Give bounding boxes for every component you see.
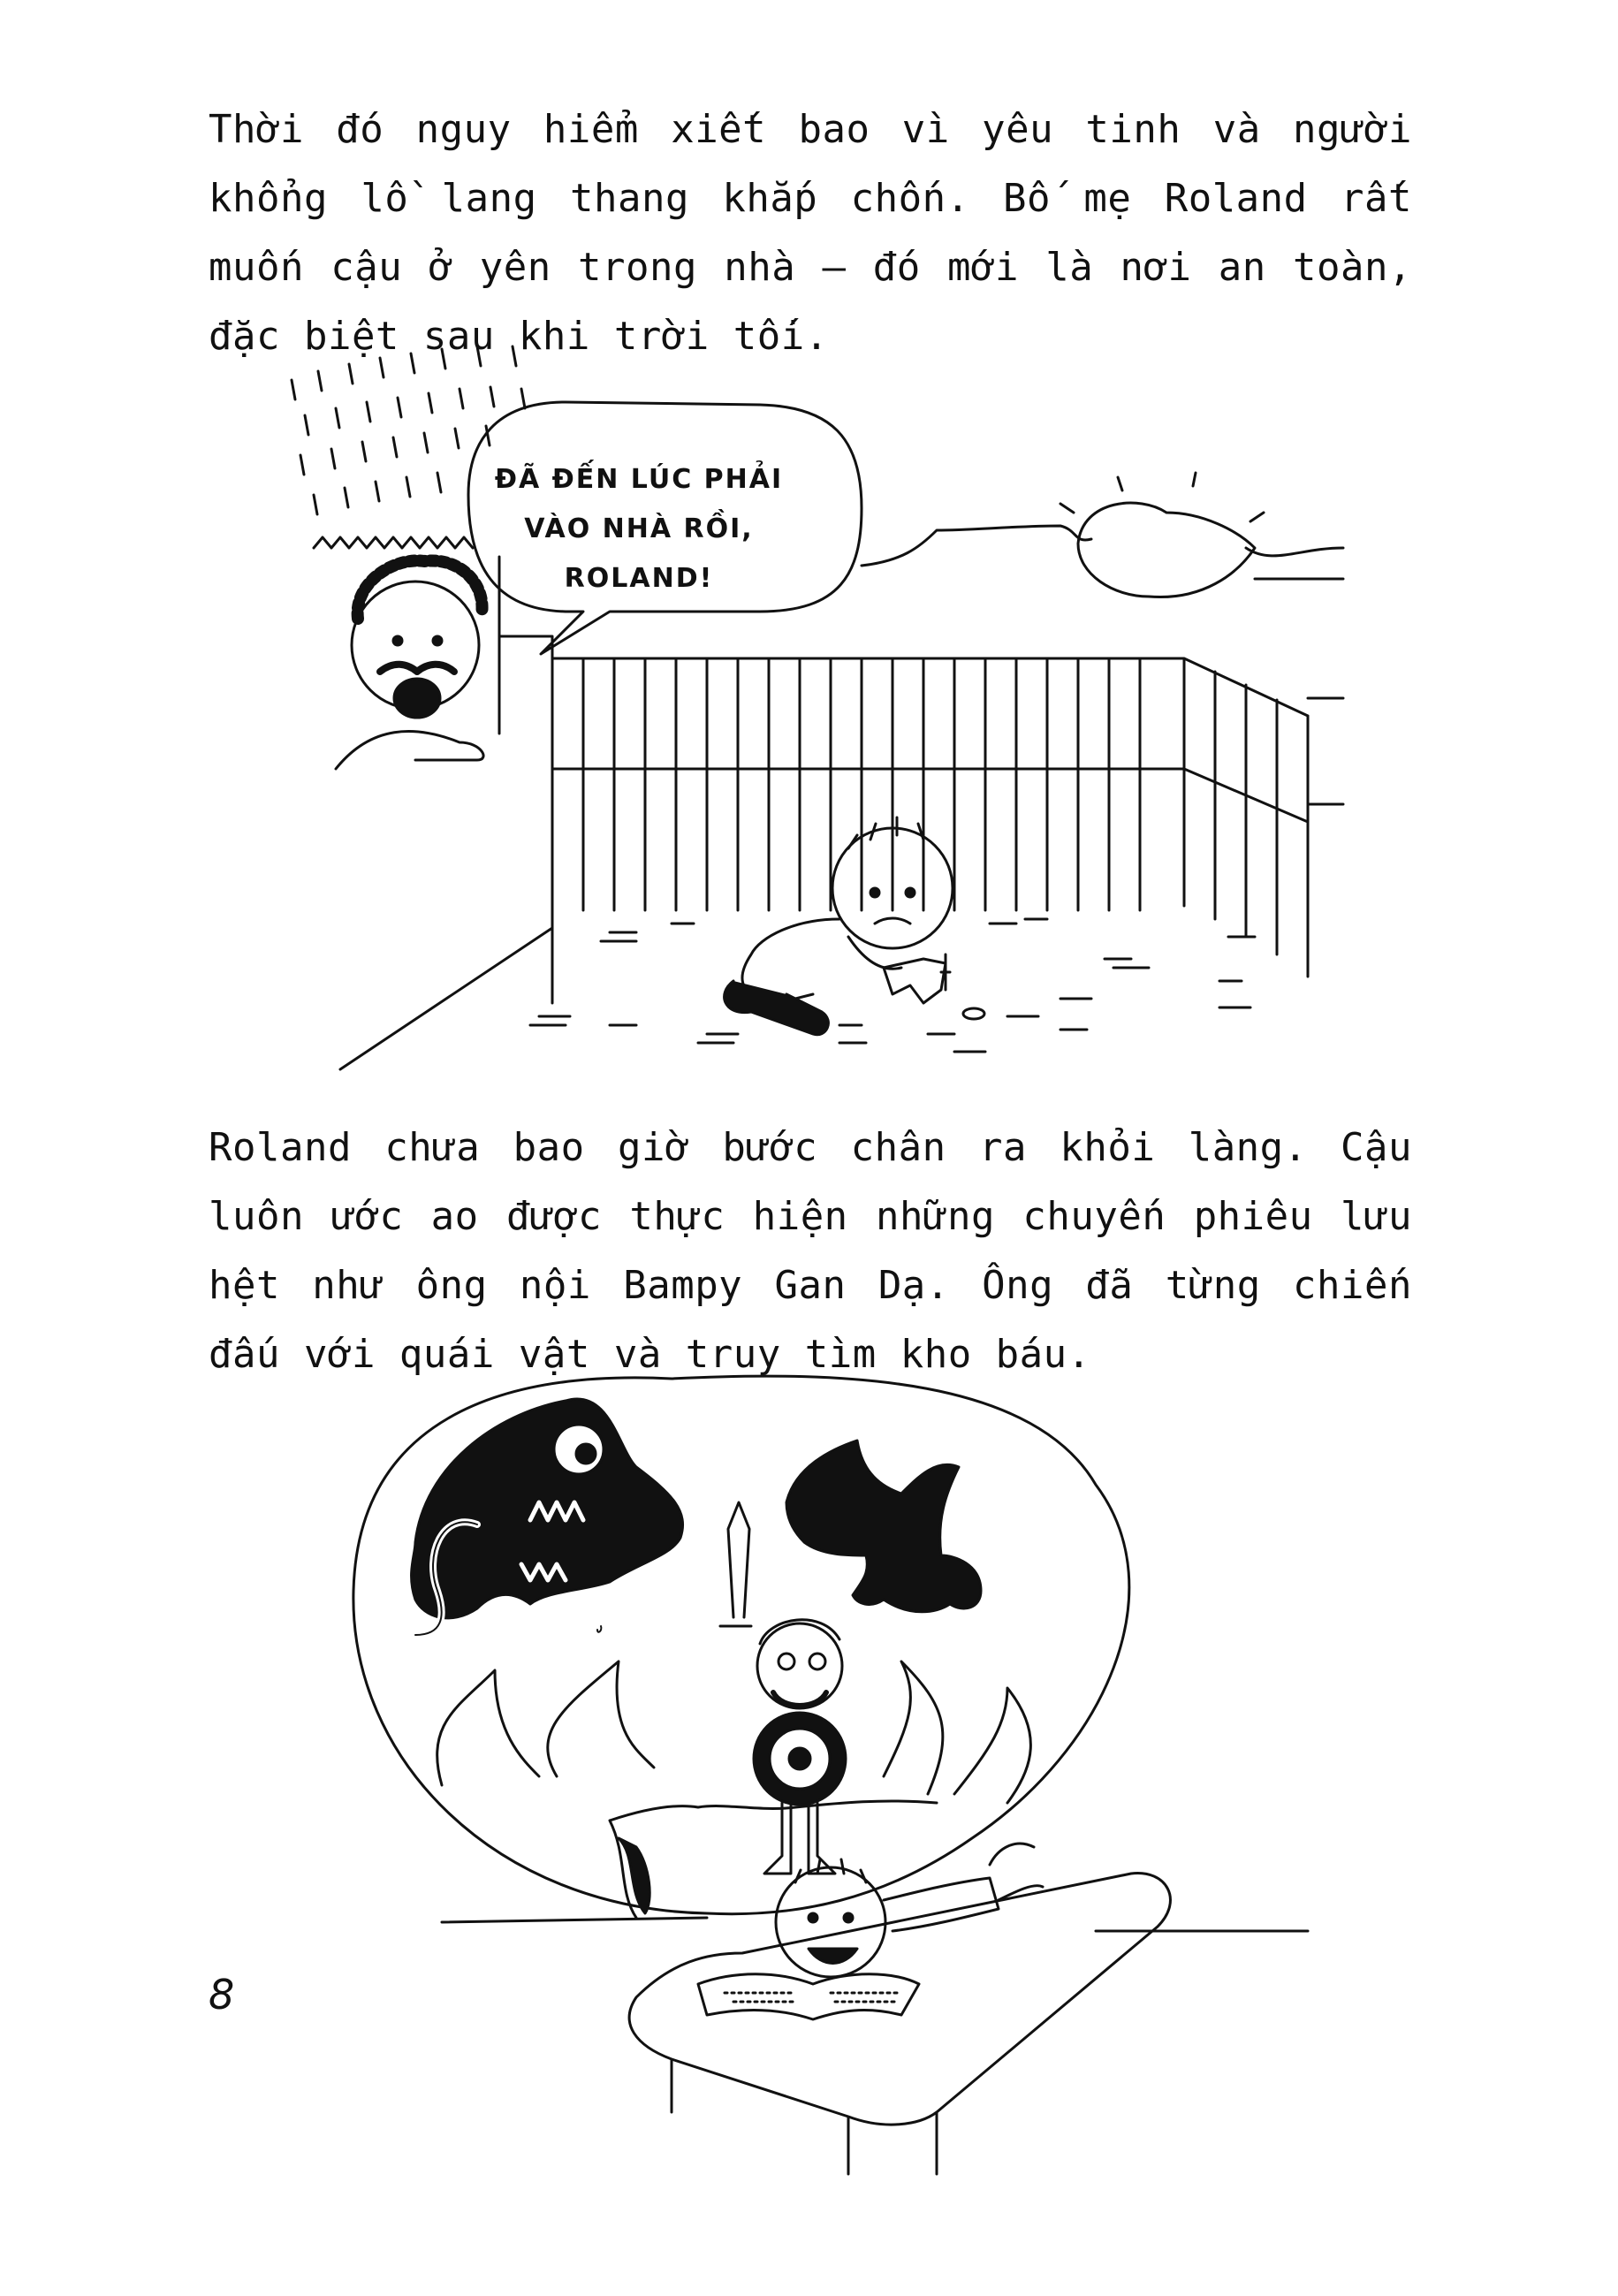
paragraph-roland-dreams: Roland chưa bao giờ bước chân ra khỏi làng. Cậu luôn ước ao được thực hiện những chuyến phiêu lưu hệt như ông nội Bampy Gan Dạ. Ông đã từng chiến đấu với quái vật và truy tìm kho báu. [209, 1125, 1412, 1377]
paragraph-danger-outside: Thời đó nguy hiểm xiết bao vì yêu tinh và người khổng lồ lang thang khắp chốn. Bố mẹ Roland rất muốn cậu ở yên trong nhà – đó mới là nơi an toàn, đặc biệt sau khi trời tối. [209, 107, 1412, 359]
floor-line [442, 1918, 1308, 1931]
dragon-head [412, 1399, 683, 1635]
bed [629, 1874, 1170, 2174]
flames [437, 1661, 1031, 1803]
roland-reading [698, 1844, 1043, 2019]
speech-bubble-text: ĐÃ ĐẾN LÚC PHẢI VÀO NHÀ RỒI, ROLAND! [494, 464, 784, 594]
page-number: 8 [209, 1971, 235, 2019]
grandfather-knight [720, 1502, 846, 1874]
flying-dragon [786, 1441, 981, 1612]
book [698, 1974, 919, 2019]
